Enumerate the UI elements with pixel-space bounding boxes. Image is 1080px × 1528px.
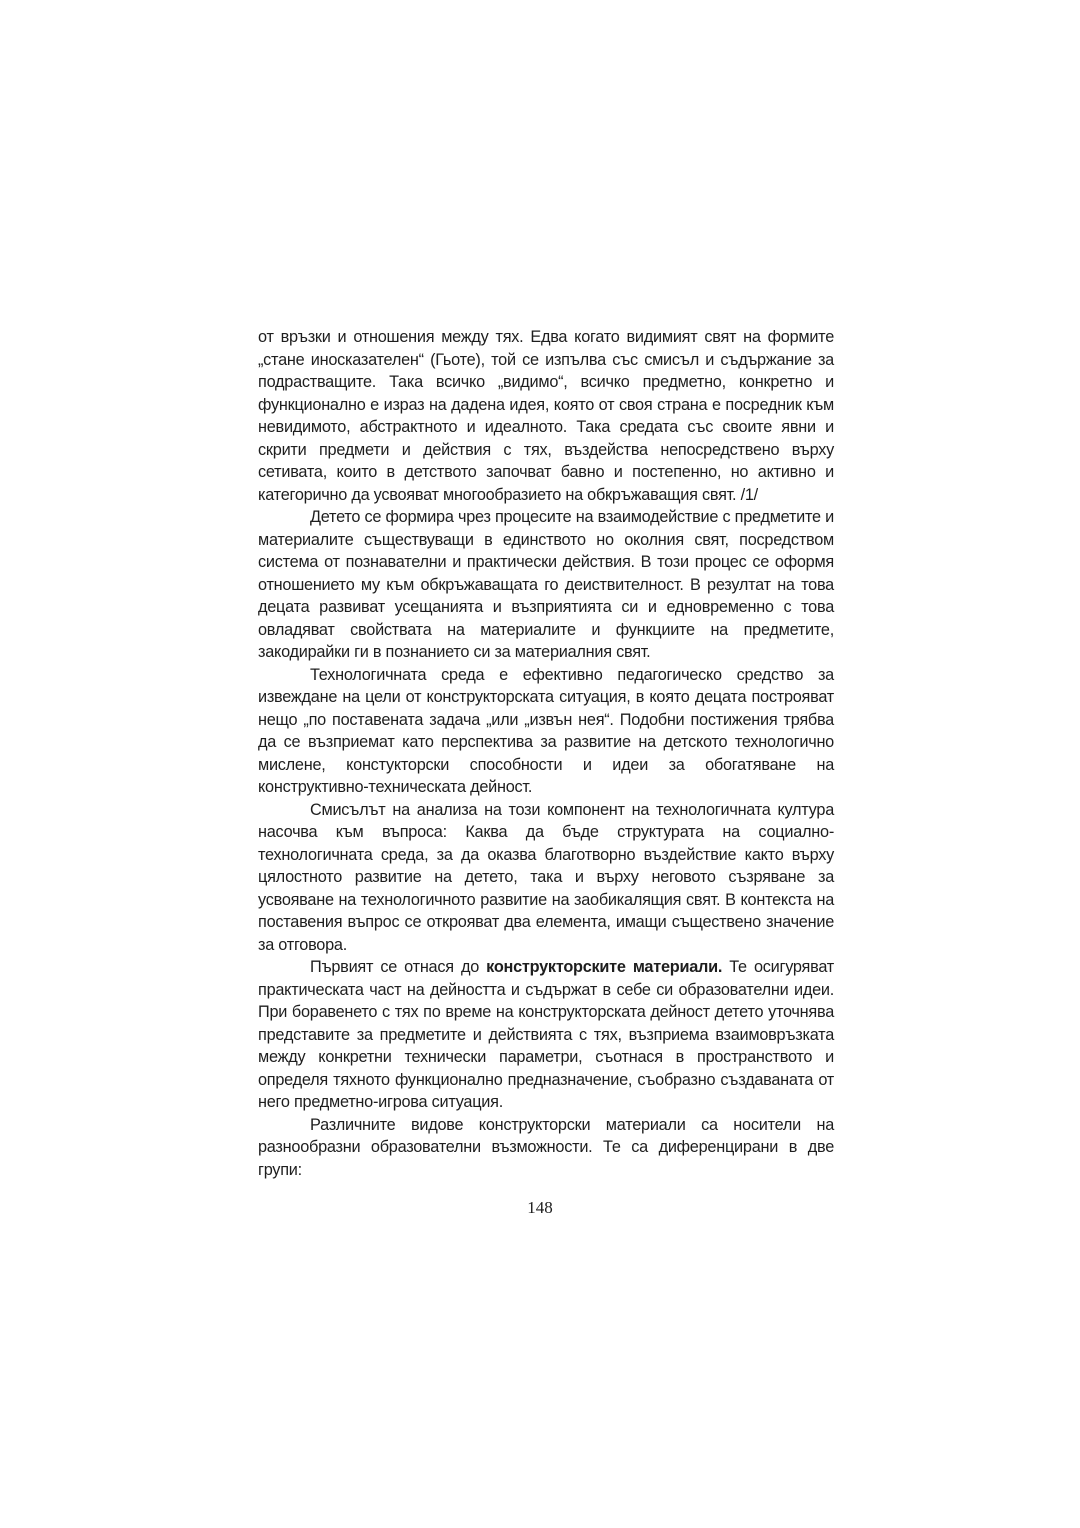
- paragraph-6: Различните видове конструкторски материали са носители на разнообразни образователни възможности. Те са диференцирани в две групи:: [258, 1115, 834, 1179]
- bold-term: конструкторските материали.: [486, 958, 723, 976]
- paragraph-4: Смисълът на анализа на този компонент на технологичната култура насочва към въпроса: Каква да бъде структурата на социално-технологичната среда, за да оказва благотворно въздействие както върху цялостното развитие на детето, така и върху неговото съзряване за усвояване на технологичното развитие на заобикалящия свят. В контекста на поставения въпрос се открояват два елемента, имащи съществено значение за отговора.: [258, 800, 834, 954]
- paragraph-5-rest: Те осигуряват практическата част на дейността и съдържат в себе си образователни идеи. При боравенето с тях по време на конструкторската дейност детето уточнява представите за предметите и действията с тях, възприема взаимовръзката между конкретни технически параметри, съотнася в пространството и определя тяхното функционално предназначение, съобразно създаваната от него предметно-игрова ситуация.: [258, 958, 834, 1111]
- paragraph-5-lead: Първият се отнася до: [310, 958, 487, 976]
- page-number: 148: [527, 1198, 553, 1217]
- paragraph-3: Технологичната среда е ефективно педагогическо средство за извеждане на цели от конструкторската ситуация, в която децата построяват нещо „по поставената задача „или „извън нея“. Подобни постижения трябва да се възприемат като перспектива за развитие на детското технологично мислене, констукторски способности и идеи за обогатяване на конструктивно-техническата дейност.: [258, 665, 834, 796]
- body-text: [258, 326, 834, 1181]
- paragraph-2: Детето се формира чрез процесите на взаимодействие с предметите и материалите съществуващи в единството но околния свят, посредством система от познавателни и практически действия. В този процес се оформя отношението му към обкръжаващата го деиствителност. В резултат на това децата развиват усещанията и възприятията си и едновременно с това овладяват свойствата на материалите и функциите на предметите, закодирайки ги в познанието си за материалния свят.: [258, 508, 834, 661]
- paragraph-5: [258, 956, 834, 1114]
- paragraph-1: от връзки и отношения между тях. Едва когато видимият свят на формите „стане иносказателен“ (Гьоте), той се изпълва със смисъл и съдържание за подрастващите. Така всичко „видимо“, всичко предметно, конкретно и функционално е израз на дадена идея, която от своя страна е посредник към невидимото, абстрактното и идеалното. Така средата със своите явни и скрити предмети и действия с тях, въздейства непосредствено върху сетивата, които в детството започват бавно и постепенно, но активно и категорично да усвояват многообразието на обкръжаващия свят. /1/: [258, 328, 834, 504]
